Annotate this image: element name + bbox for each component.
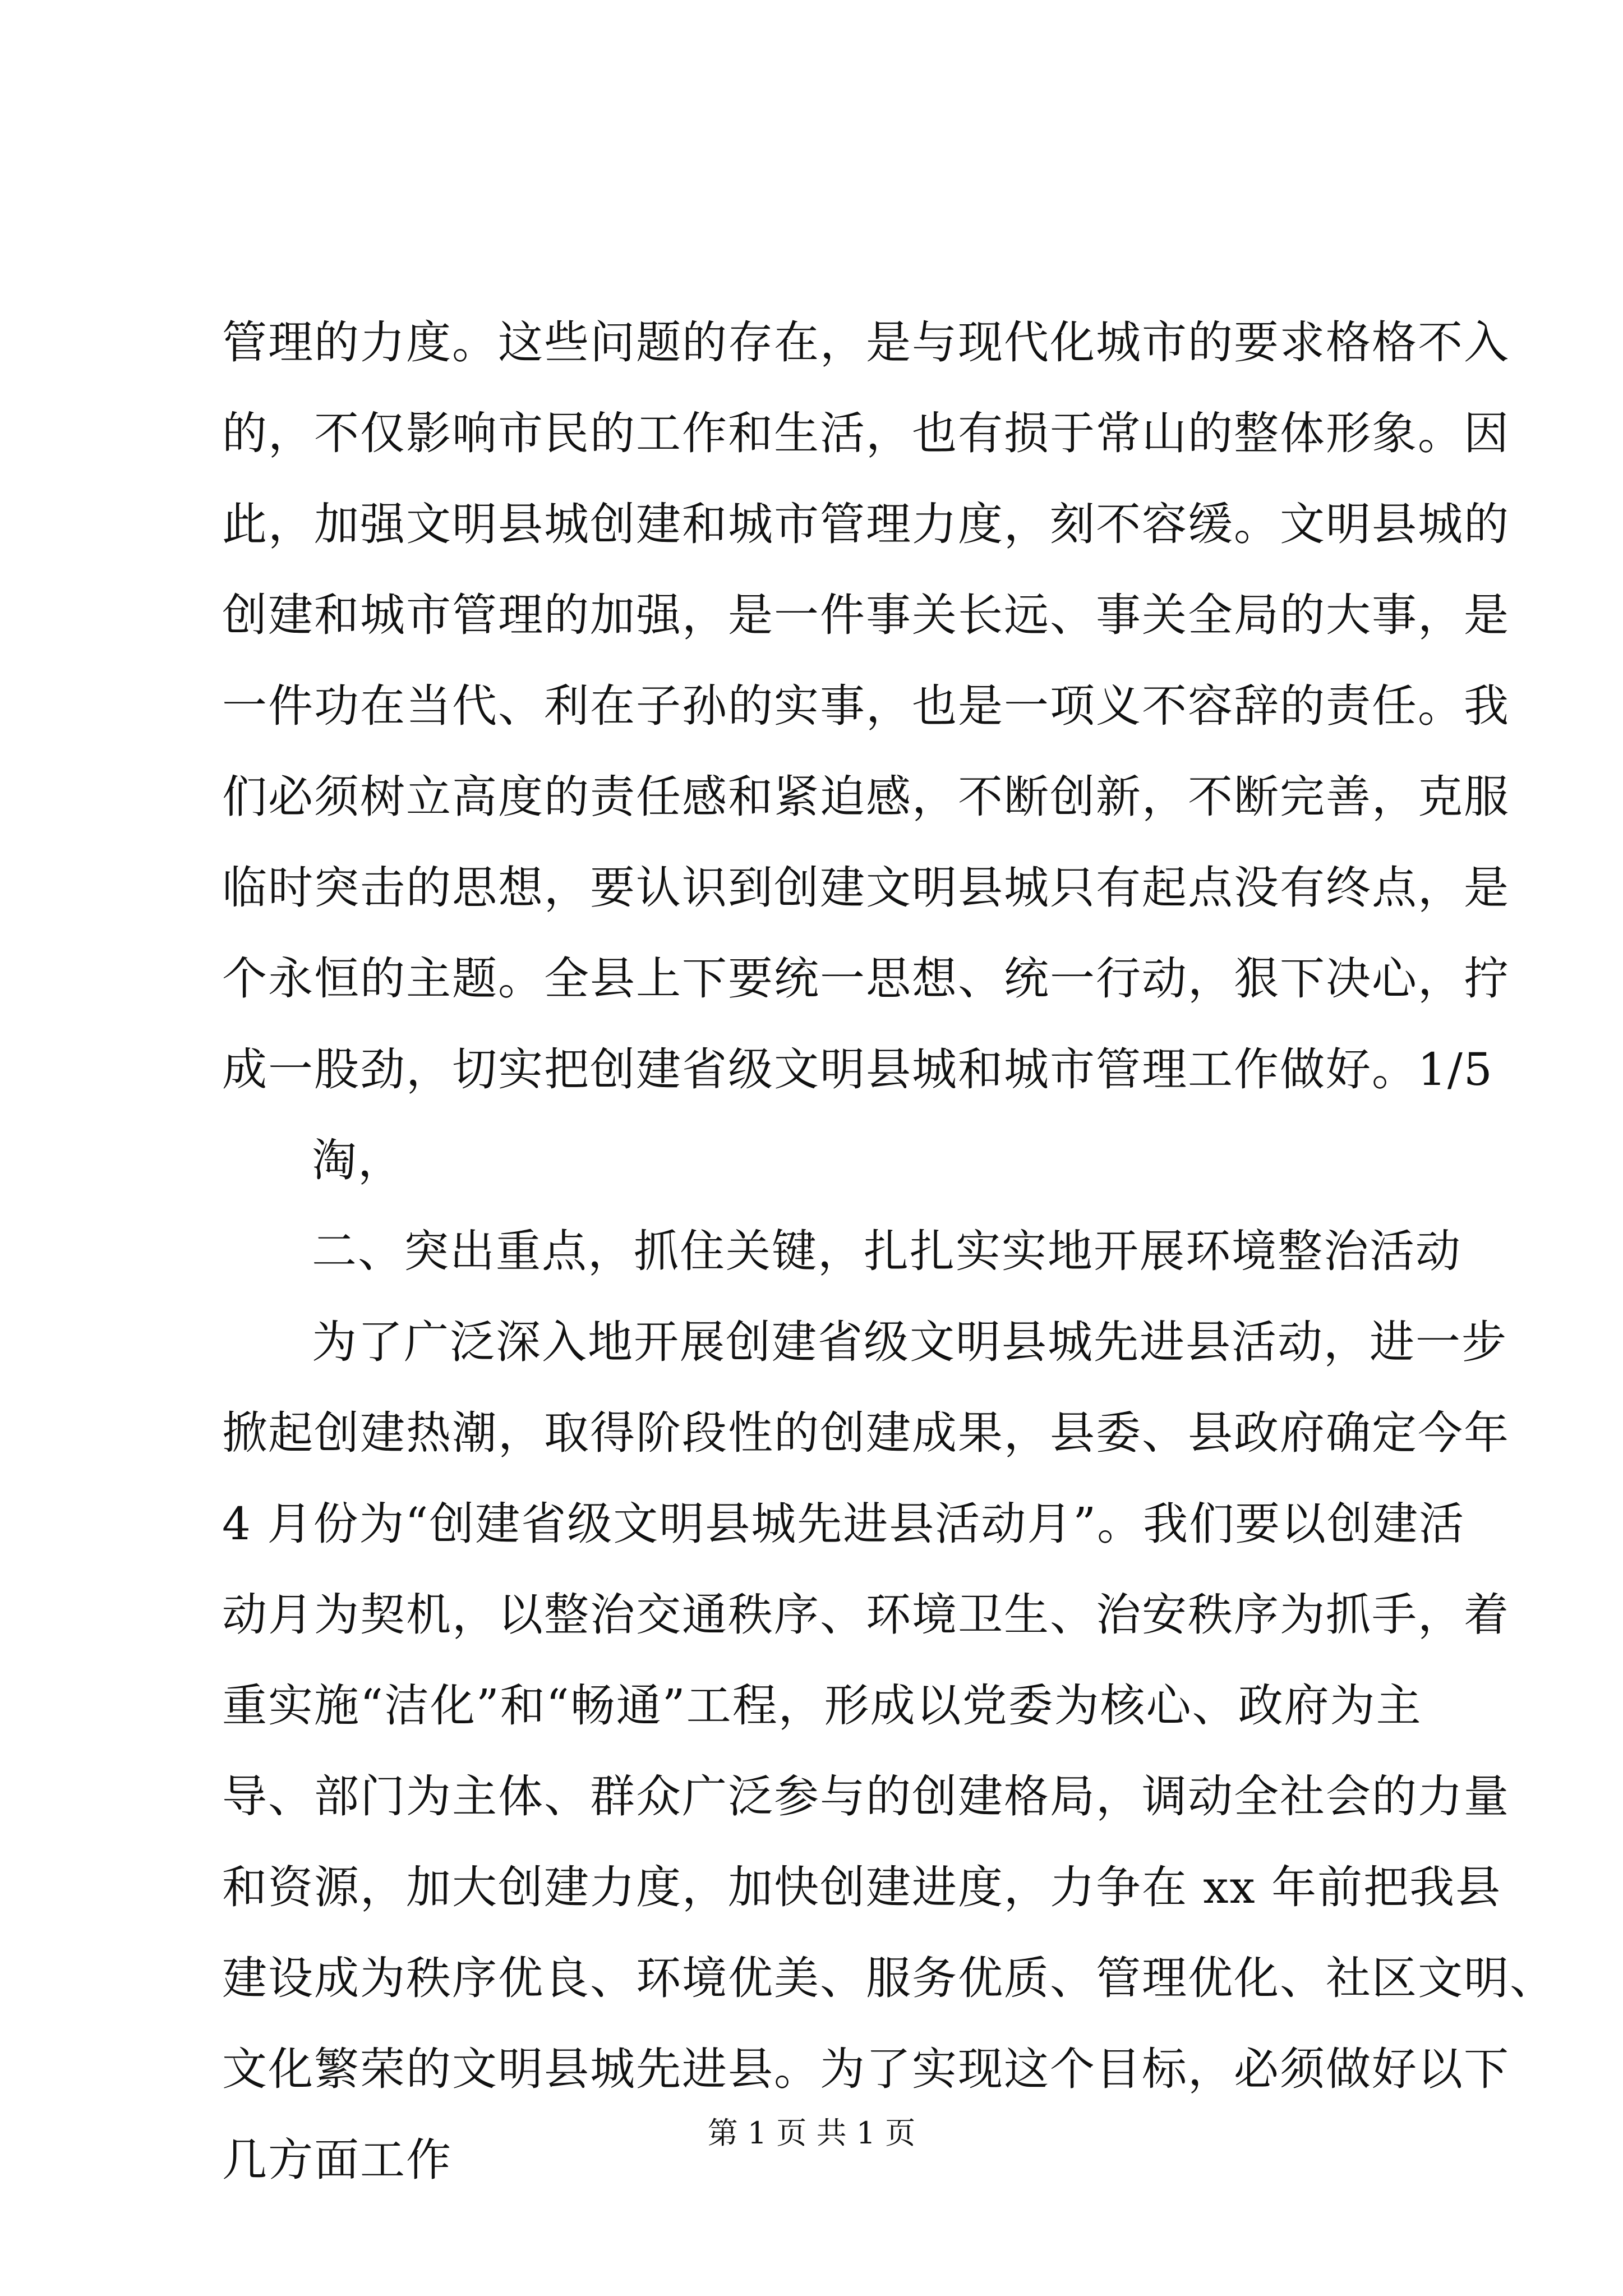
text-line-3: 此，加强文明县城创建和城市管理力度，刻不容缓。文明县城的 bbox=[222, 498, 1510, 550]
text-line-1: 管理的力度。这些问题的存在，是与现代化城市的要求格格不入 bbox=[222, 316, 1510, 369]
text-line-2: 的，不仅影响市民的工作和生活，也有损于常山的整体形象。因 bbox=[222, 407, 1510, 459]
section-heading: 二、突出重点，抓住关键，扎扎实实地开展环境整治活动 bbox=[312, 1225, 1461, 1277]
text-line-7: 临时突击的思想，要认识到创建文明县城只有起点没有终点，是 bbox=[222, 862, 1510, 914]
text-line-13: 掀起创建热潮，取得阶段性的创建成果，县委、县政府确定今年 bbox=[222, 1407, 1510, 1459]
text-line-14: 4 月份为“创建省级文明县城先进县活动月”。我们要以创建活 bbox=[222, 1498, 1465, 1550]
text-line-9: 成一股劲，切实把创建省级文明县城和城市管理工作做好。1/5 bbox=[222, 1043, 1493, 1096]
text-line-19: 建设成为秩序优良、环境优美、服务优质、管理优化、社区文明、 bbox=[222, 1952, 1556, 2004]
body-text bbox=[222, 297, 1556, 2206]
text-line-21: 几方面工作 bbox=[222, 2134, 452, 2186]
page-footer: 第 1 页 共 1 页 bbox=[707, 2115, 916, 2151]
text-line-16: 重实施“洁化”和“畅通”工程，形成以党委为核心、政府为主 bbox=[222, 1680, 1422, 1732]
text-line-10: 淘， bbox=[312, 1134, 404, 1186]
text-line-12: 为了广泛深入地开展创建省级文明县城先进县活动，进一步 bbox=[312, 1316, 1507, 1368]
text-line-8: 个永恒的主题。全县上下要统一思想、统一行动，狠下决心，拧 bbox=[222, 953, 1510, 1005]
text-line-17: 导、部门为主体、群众广泛参与的创建格局，调动全社会的力量 bbox=[222, 1770, 1510, 1823]
text-line-4: 创建和城市管理的加强，是一件事关长远、事关全局的大事，是 bbox=[222, 589, 1510, 641]
text-line-18: 和资源，加大创建力度，加快创建进度，力争在 xx 年前把我县 bbox=[222, 1861, 1502, 1913]
text-line-15: 动月为契机，以整治交通秩序、环境卫生、治安秩序为抓手，着 bbox=[222, 1589, 1510, 1641]
text-line-20: 文化繁荣的文明县城先进县。为了实现这个目标，必须做好以下 bbox=[222, 2043, 1510, 2095]
text-line-5: 一件功在当代、利在子孙的实事，也是一项义不容辞的责任。我 bbox=[222, 680, 1510, 732]
text-line-6: 们必须树立高度的责任感和紧迫感，不断创新，不断完善，克服 bbox=[222, 771, 1510, 823]
